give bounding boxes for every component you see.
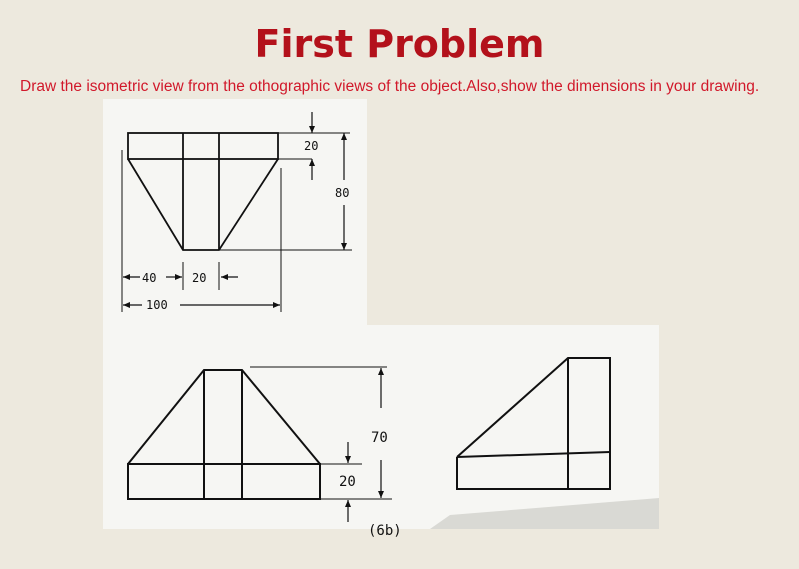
- top-view-taper: [128, 159, 278, 250]
- figure-label: (6b): [368, 523, 402, 539]
- dim-top-40: 40: [142, 271, 157, 285]
- dim-front-70: 70: [371, 430, 388, 446]
- side-view: [457, 358, 610, 489]
- side-view-base-line: [457, 452, 610, 457]
- instructions-text: Draw the isometric view from the othographic views of the object.Also,show the dimensions in your drawing.: [20, 78, 760, 95]
- top-view-band: [128, 133, 278, 159]
- dim-front-20: 20: [339, 474, 356, 490]
- front-view: [128, 367, 392, 522]
- slide-title: First Problem: [254, 22, 545, 66]
- dim-top-center-20: 20: [192, 271, 207, 285]
- front-view-trapezoid: [128, 370, 320, 464]
- scan-shadow: [430, 498, 659, 529]
- side-view-outline: [457, 358, 610, 489]
- front-view-base: [128, 464, 320, 499]
- dim-top-20: 20: [304, 139, 319, 153]
- dim-top-100: 100: [146, 298, 168, 312]
- dim-top-80: 80: [335, 186, 350, 200]
